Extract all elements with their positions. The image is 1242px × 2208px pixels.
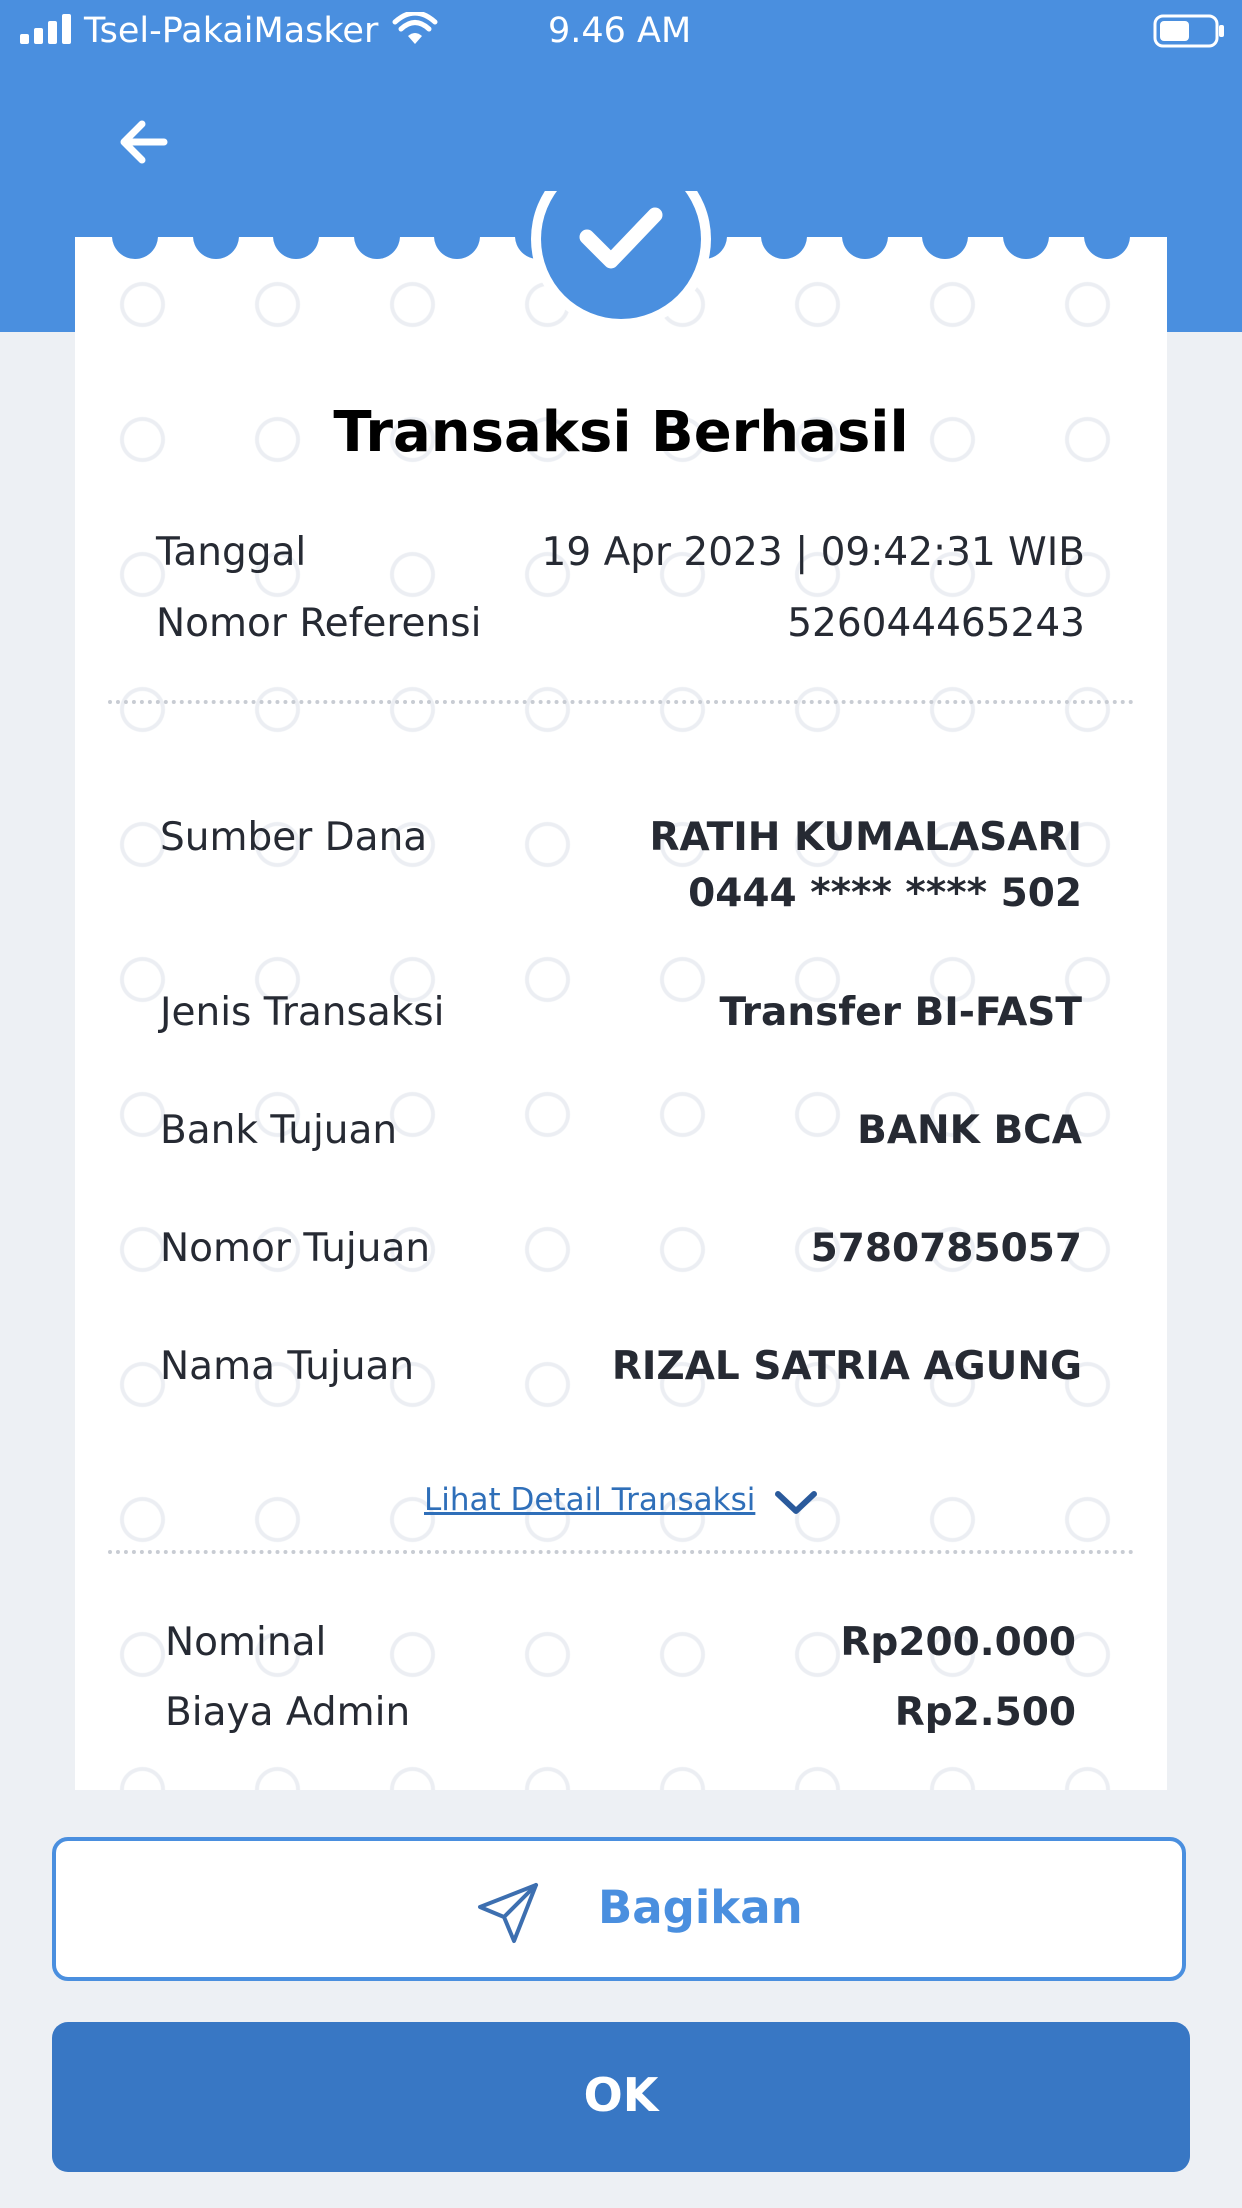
divider: [108, 700, 1134, 704]
battery-icon: [1153, 14, 1225, 48]
share-button-label: Bagikan: [598, 1881, 803, 1934]
wifi-icon: [392, 12, 438, 46]
biaya-admin-label: Biaya Admin: [165, 1690, 411, 1735]
sumber-dana-name: RATIH KUMALASARI: [649, 815, 1082, 860]
check-icon: [531, 191, 711, 329]
send-icon: [476, 1881, 542, 1945]
bank-tujuan-label: Bank Tujuan: [160, 1108, 398, 1153]
detail-transaksi-link[interactable]: Lihat Detail Transaksi: [424, 1482, 756, 1518]
divider: [108, 1550, 1134, 1554]
arrow-left-icon[interactable]: [112, 112, 172, 172]
sumber-dana-label: Sumber Dana: [160, 815, 428, 860]
nama-tujuan-label: Nama Tujuan: [160, 1344, 415, 1389]
nomor-tujuan-value: 5780785057: [810, 1226, 1082, 1271]
referensi-value: 526044465243: [787, 601, 1085, 646]
chevron-down-icon[interactable]: [772, 1486, 820, 1518]
bank-tujuan-value: BANK BCA: [857, 1108, 1082, 1153]
nomor-tujuan-label: Nomor Tujuan: [160, 1226, 431, 1271]
ok-button-label: OK: [583, 2068, 659, 2122]
nominal-label: Nominal: [165, 1620, 327, 1665]
clock: 9.46 AM: [548, 11, 692, 51]
biaya-admin-value: Rp2.500: [894, 1690, 1076, 1735]
carrier-name: Tsel-PakaiMasker: [84, 11, 379, 51]
jenis-transaksi-label: Jenis Transaksi: [160, 990, 445, 1035]
tanggal-label: Tanggal: [156, 530, 307, 575]
share-button[interactable]: [52, 1837, 1186, 1981]
jenis-transaksi-value: Transfer BI-FAST: [719, 990, 1082, 1035]
nama-tujuan-value: RIZAL SATRIA AGUNG: [611, 1344, 1082, 1389]
referensi-label: Nomor Referensi: [156, 601, 482, 646]
status-bar: [0, 0, 1242, 62]
page-title: Transaksi Berhasil: [333, 400, 909, 465]
sumber-dana-account: 0444 **** **** 502: [688, 871, 1082, 916]
signal-icon: [20, 14, 74, 44]
nominal-value: Rp200.000: [840, 1620, 1076, 1665]
tanggal-value: 19 Apr 2023 | 09:42:31 WIB: [541, 530, 1085, 575]
ok-button[interactable]: [52, 2022, 1190, 2172]
